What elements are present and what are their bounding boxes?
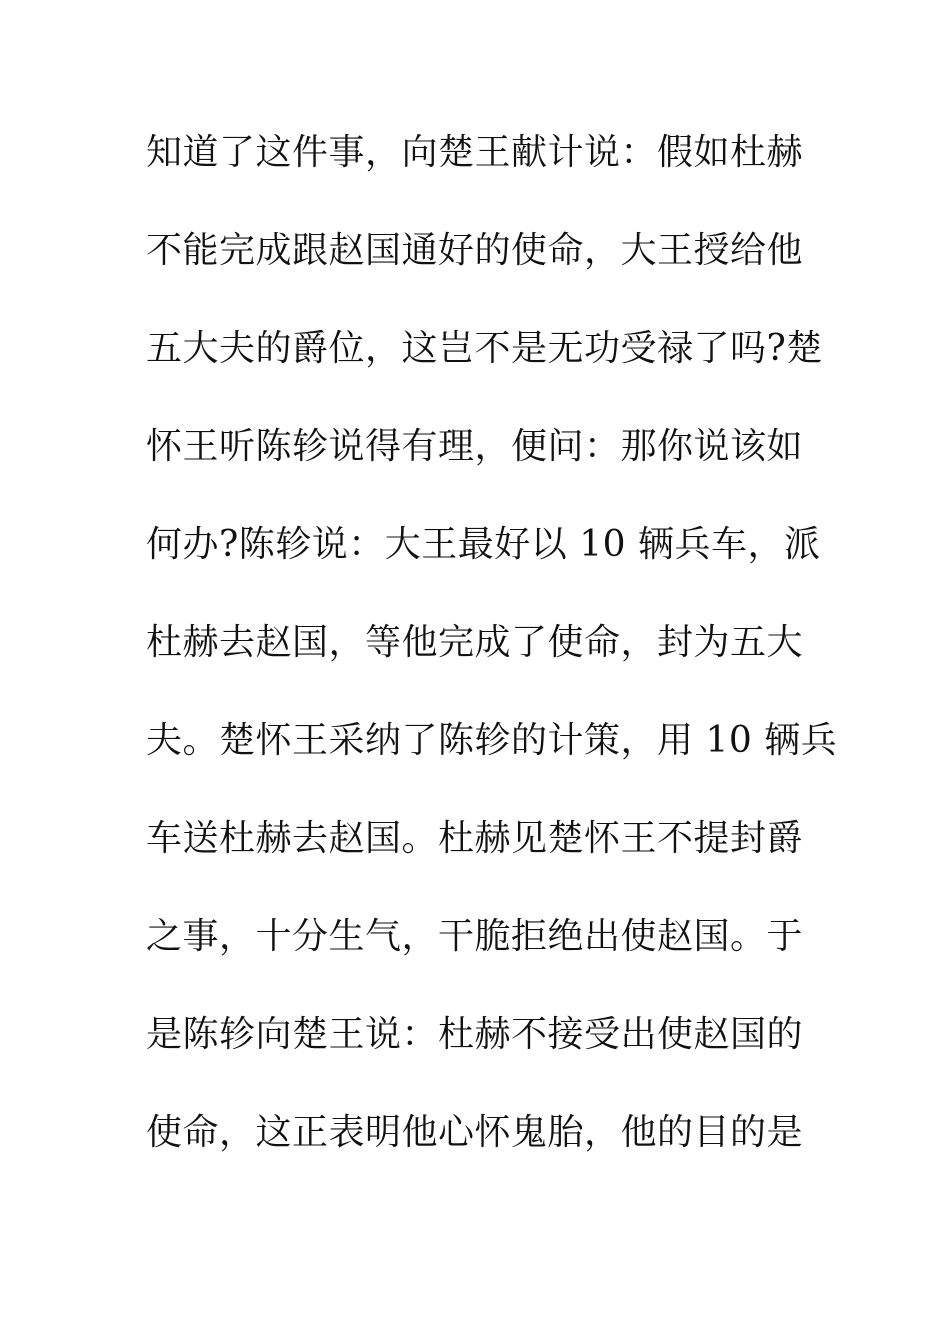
text-line: 不能完成跟赵国通好的使命，大王授给他 (146, 230, 804, 271)
text-line: 杜赫去赵国，等他完成了使命，封为五大 (146, 622, 804, 663)
body-text (146, 128, 838, 1206)
text-line: 是陈轸向楚王说：杜赫不接受出使赵国的 (146, 1014, 804, 1055)
text-line: 之事，十分生气，干脆拒绝出使赵国。于 (146, 916, 804, 957)
text-line: 使命，这正表明他心怀鬼胎，他的目的是 (146, 1112, 804, 1153)
text-line: 五大夫的爵位，这岂不是无功受禄了吗?楚 (146, 328, 823, 369)
text-line: 何办?陈轸说：大王最好以 10 辆兵车，派 (146, 524, 821, 565)
text-line: 车送杜赫去赵国。杜赫见楚怀王不提封爵 (146, 818, 804, 859)
text-line: 知道了这件事，向楚王献计说：假如杜赫 (146, 132, 804, 173)
text-line: 夫。楚怀王采纳了陈轸的计策，用 10 辆兵 (146, 720, 838, 761)
text-line: 怀王听陈轸说得有理，便问：那你说该如 (146, 426, 804, 467)
